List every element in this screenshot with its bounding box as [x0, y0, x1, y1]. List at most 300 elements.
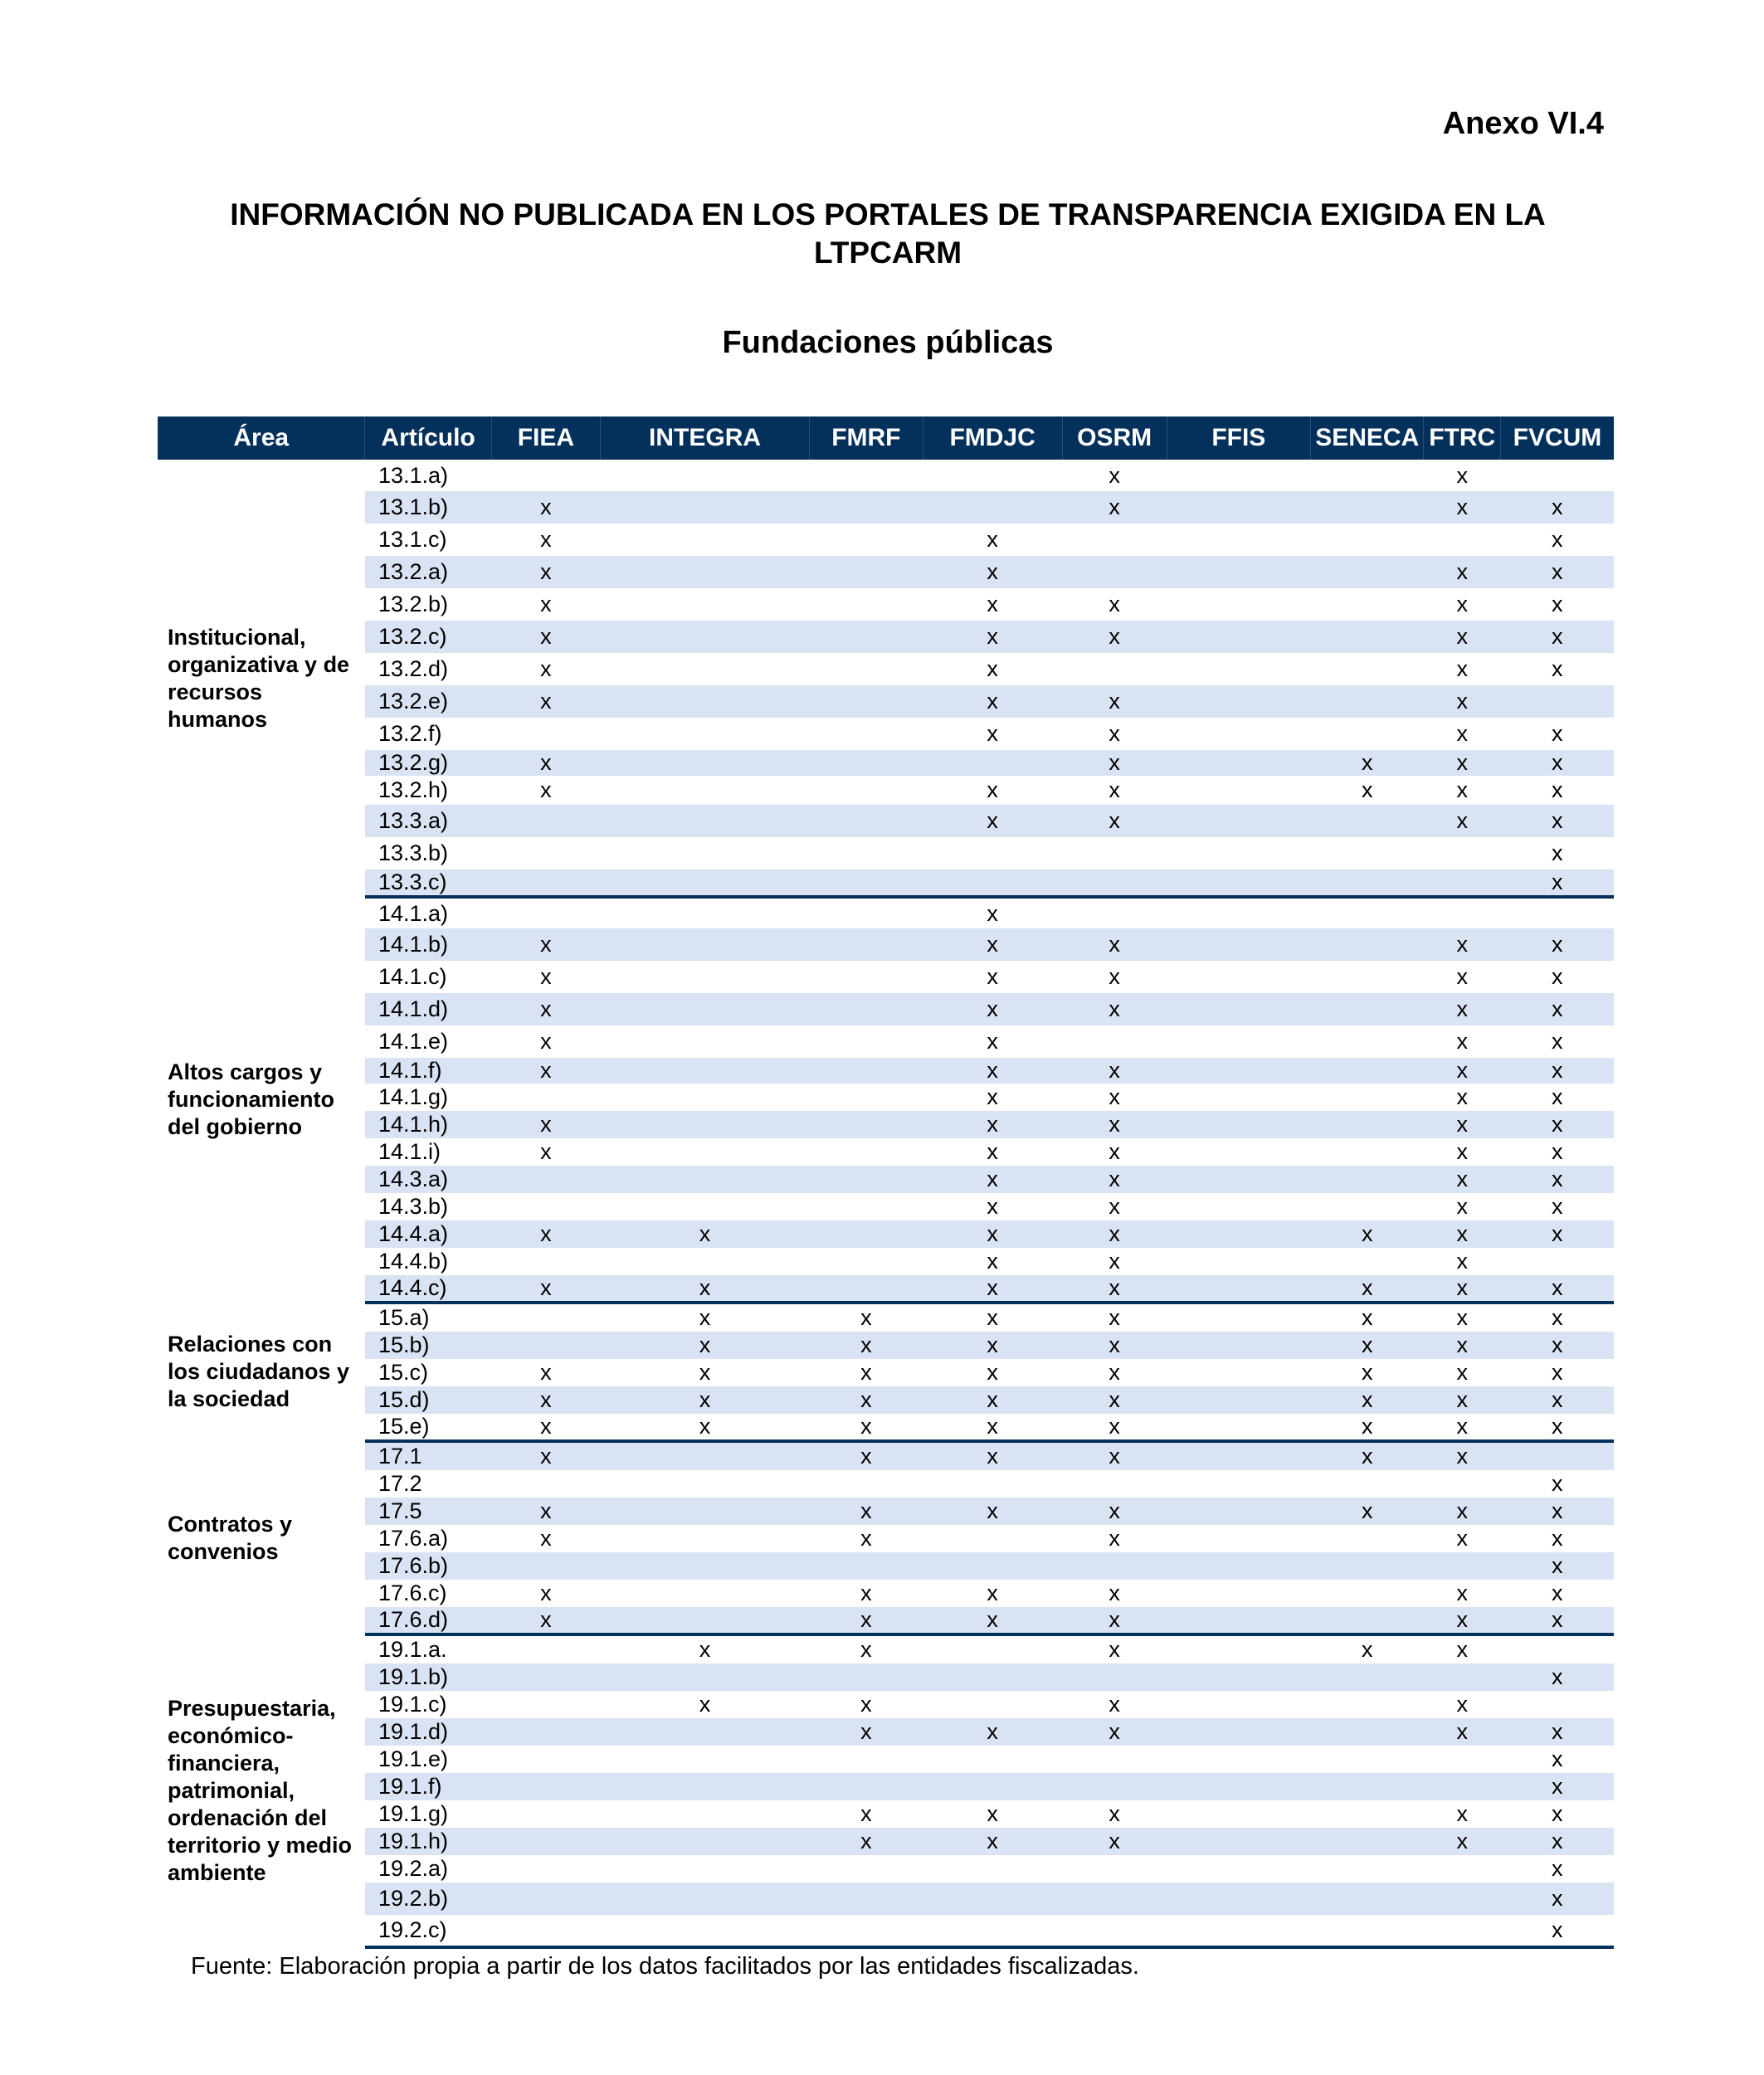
table-row	[158, 1220, 1614, 1248]
mark-cell: x	[601, 1386, 810, 1414]
article-cell: 14.3.a)	[365, 1166, 491, 1193]
mark-cell	[1167, 869, 1310, 897]
mark-cell	[1500, 1691, 1614, 1718]
mark-cell: x	[1551, 592, 1563, 616]
mark-cell	[1310, 460, 1424, 491]
mark-cell	[601, 993, 810, 1025]
mark-cell	[491, 1915, 600, 1947]
mark-cell	[1167, 1058, 1310, 1084]
mark-cell: x	[1500, 1166, 1614, 1193]
mark-cell: x	[1062, 1498, 1167, 1525]
mark-cell: x	[1109, 1139, 1120, 1164]
table-row	[158, 524, 1614, 556]
mark-cell: x	[1500, 1883, 1614, 1915]
mark-cell: x	[987, 1139, 998, 1164]
mark-cell	[601, 1718, 810, 1746]
article-cell: 13.2.f)	[378, 721, 442, 746]
table-row	[158, 1691, 1614, 1718]
mark-cell	[923, 1634, 1062, 1663]
column-header: FMDJC	[923, 416, 1062, 460]
mark-cell: x	[1424, 928, 1500, 961]
mark-cell	[1310, 1525, 1424, 1552]
mark-cell	[810, 1111, 923, 1138]
mark-cell: x	[1456, 1194, 1468, 1219]
mark-cell	[810, 805, 923, 837]
mark-cell: x	[1062, 621, 1167, 653]
table-row	[158, 1248, 1614, 1275]
mark-cell: x	[1109, 1581, 1120, 1605]
table-row	[158, 1498, 1614, 1525]
mark-cell: x	[1551, 656, 1563, 681]
area-label: Contratos y convenios	[158, 1441, 365, 1634]
table-row	[158, 1634, 1614, 1663]
mark-cell: x	[923, 1058, 1062, 1084]
table-row	[158, 1470, 1614, 1498]
mark-cell	[1500, 685, 1614, 718]
mark-cell: x	[810, 1607, 923, 1634]
table-row	[158, 1746, 1614, 1773]
mark-cell	[810, 1138, 923, 1166]
table-row	[158, 869, 1614, 897]
article-cell: 13.3.c)	[365, 869, 491, 897]
mark-cell	[491, 1193, 600, 1220]
mark-cell: x	[1551, 1029, 1563, 1054]
mark-cell	[601, 1111, 810, 1138]
article-cell: 14.1.i)	[378, 1139, 441, 1164]
mark-cell: x	[860, 1637, 872, 1662]
mark-cell	[810, 1058, 923, 1084]
column-header: INTEGRA	[601, 416, 810, 460]
article-cell: 13.2.g)	[365, 750, 491, 776]
mark-cell	[1167, 1025, 1310, 1058]
mark-cell: x	[860, 1305, 872, 1330]
mark-cell: x	[1456, 656, 1468, 681]
column-header: FMRF	[810, 416, 923, 460]
mark-cell: x	[1424, 1441, 1500, 1470]
mark-cell: x	[699, 1360, 711, 1385]
table-row	[158, 1414, 1614, 1441]
mark-cell: x	[987, 1029, 998, 1054]
mark-cell: x	[1456, 1084, 1468, 1109]
mark-cell: x	[1424, 556, 1500, 588]
mark-cell	[810, 556, 923, 588]
mark-cell: x	[1500, 556, 1614, 588]
mark-cell	[601, 1773, 810, 1800]
page-title	[149, 196, 1626, 272]
mark-cell: x	[923, 1111, 1062, 1138]
mark-cell: x	[810, 1441, 923, 1470]
mark-cell	[1167, 993, 1310, 1025]
article-cell: 15.d)	[365, 1386, 491, 1414]
mark-cell: x	[1424, 1607, 1500, 1634]
mark-cell	[1167, 1773, 1310, 1800]
mark-cell	[491, 1303, 600, 1332]
mark-cell: x	[1424, 1220, 1500, 1248]
mark-cell: x	[1500, 1828, 1614, 1855]
mark-cell: x	[1551, 1856, 1563, 1881]
table-row	[158, 1275, 1614, 1303]
mark-cell: x	[1500, 621, 1614, 653]
mark-cell: x	[1500, 1386, 1614, 1414]
column-header: FIEA	[491, 416, 600, 460]
section-subtitle: Fundaciones públicas	[722, 325, 1054, 360]
mark-cell	[1167, 837, 1310, 869]
table-header	[158, 416, 1614, 460]
mark-cell	[810, 460, 923, 491]
mark-cell: x	[923, 1166, 1062, 1193]
mark-cell	[1310, 1773, 1424, 1800]
table-row	[158, 1386, 1614, 1414]
mark-cell: x	[1062, 685, 1167, 718]
table-row	[158, 1084, 1614, 1111]
mark-cell: x	[1424, 1386, 1500, 1414]
mark-cell: x	[1109, 1637, 1120, 1662]
article-cell: 15.a)	[378, 1305, 430, 1330]
mark-cell	[1310, 1883, 1424, 1915]
mark-cell: x	[1456, 1360, 1468, 1385]
article-cell: 14.1.c)	[378, 964, 447, 989]
mark-cell	[1062, 1663, 1167, 1691]
table-row	[158, 1915, 1614, 1947]
table-row	[158, 1552, 1614, 1580]
article-cell: 13.3.b)	[378, 840, 449, 865]
mark-cell: x	[923, 1828, 1062, 1855]
mark-cell: x	[1424, 621, 1500, 653]
mark-cell	[491, 1718, 600, 1746]
mark-cell: x	[1500, 1915, 1614, 1947]
mark-cell	[1167, 1193, 1310, 1220]
mark-cell	[1310, 491, 1424, 524]
mark-cell: x	[1109, 1249, 1120, 1274]
mark-cell	[491, 1470, 600, 1498]
mark-cell: x	[1062, 993, 1167, 1025]
mark-cell: x	[1551, 1360, 1563, 1385]
mark-cell: x	[1551, 527, 1563, 552]
column-header: FFIS	[1167, 416, 1310, 460]
article-cell: 17.6.a)	[378, 1526, 449, 1551]
mark-cell	[1062, 1855, 1167, 1883]
article-cell: 19.1.f)	[365, 1773, 491, 1800]
mark-cell	[923, 750, 1062, 776]
mark-cell: x	[1456, 1801, 1468, 1826]
mark-cell: x	[1109, 592, 1120, 616]
mark-cell	[1310, 1800, 1424, 1828]
mark-cell	[601, 1746, 810, 1773]
mark-cell	[1310, 1607, 1424, 1634]
mark-cell	[1167, 460, 1310, 491]
mark-cell: x	[1062, 1441, 1167, 1470]
column-header: FVCUM	[1500, 416, 1614, 460]
mark-cell: x	[1500, 805, 1614, 837]
mark-cell: x	[1500, 1663, 1614, 1691]
mark-cell: x	[601, 1332, 810, 1359]
mark-cell: x	[1551, 1526, 1563, 1551]
mark-cell: x	[923, 1220, 1062, 1248]
column-header: SENECA	[1310, 416, 1424, 460]
mark-cell: x	[1551, 1746, 1563, 1771]
article-cell: 15.b)	[365, 1332, 491, 1359]
mark-cell	[601, 1915, 810, 1947]
article-cell: 19.1.h)	[365, 1828, 491, 1855]
mark-cell	[810, 1855, 923, 1883]
mark-cell	[1310, 1718, 1424, 1746]
table-row	[158, 961, 1614, 993]
mark-cell: x	[1109, 1084, 1120, 1109]
article-cell: 15.e)	[365, 1414, 491, 1441]
table-row	[158, 653, 1614, 685]
mark-cell: x	[860, 1581, 872, 1605]
mark-cell	[1310, 1111, 1424, 1138]
mark-cell: x	[810, 1718, 923, 1746]
mark-cell: x	[1456, 1029, 1468, 1054]
mark-cell: x	[1062, 1607, 1167, 1634]
mark-cell	[810, 1084, 923, 1111]
mark-cell	[1062, 837, 1167, 869]
mark-cell	[810, 1025, 923, 1058]
mark-cell: x	[987, 721, 998, 746]
mark-cell	[923, 491, 1062, 524]
mark-cell: x	[1361, 777, 1373, 802]
mark-cell: x	[1062, 1220, 1167, 1248]
mark-cell	[810, 869, 923, 897]
mark-cell	[1062, 556, 1167, 588]
mark-cell	[810, 961, 923, 993]
mark-cell: x	[1456, 1526, 1468, 1551]
mark-cell: x	[1500, 928, 1614, 961]
mark-cell	[1310, 588, 1424, 621]
mark-cell	[1424, 1552, 1500, 1580]
mark-cell	[1062, 1552, 1167, 1580]
mark-cell	[810, 685, 923, 718]
mark-cell	[1167, 897, 1310, 928]
table-row	[158, 993, 1614, 1025]
mark-cell	[601, 897, 810, 928]
mark-cell: x	[1109, 964, 1120, 989]
article-cell: 14.1.f)	[365, 1058, 491, 1084]
article-cell: 14.1.g)	[378, 1084, 449, 1109]
mark-cell	[1167, 1248, 1310, 1275]
mark-cell: x	[923, 1498, 1062, 1525]
table-row	[158, 1111, 1614, 1138]
mark-cell	[491, 1552, 600, 1580]
mark-cell: x	[1361, 1637, 1373, 1662]
mark-cell: x	[540, 656, 552, 681]
table-row	[158, 556, 1614, 588]
mark-cell: x	[1500, 1773, 1614, 1800]
mark-cell	[601, 776, 810, 805]
mark-cell	[923, 1773, 1062, 1800]
article-cell: 19.1.e)	[378, 1746, 449, 1771]
mark-cell	[1424, 1883, 1500, 1915]
mark-cell	[810, 621, 923, 653]
table-row	[158, 1718, 1614, 1746]
mark-cell	[491, 1332, 600, 1359]
mark-cell	[810, 491, 923, 524]
article-cell: 17.6.b)	[365, 1552, 491, 1580]
mark-cell: x	[987, 592, 998, 616]
mark-cell	[1310, 805, 1424, 837]
article-cell: 19.1.c)	[378, 1692, 447, 1717]
mark-cell	[810, 1915, 923, 1947]
table-row	[158, 1580, 1614, 1607]
mark-cell	[1167, 524, 1310, 556]
mark-cell: x	[1424, 1111, 1500, 1138]
table-row	[158, 1855, 1614, 1883]
mark-cell: x	[923, 1441, 1062, 1470]
mark-cell: x	[987, 900, 998, 926]
mark-cell	[1167, 928, 1310, 961]
article-cell: 14.1.b)	[365, 928, 491, 961]
mark-cell	[601, 718, 810, 750]
mark-cell	[1167, 1275, 1310, 1303]
article-cell: 13.2.c)	[365, 621, 491, 653]
mark-cell: x	[1551, 964, 1563, 989]
mark-cell	[491, 1746, 600, 1773]
mark-cell: x	[540, 1526, 552, 1551]
mark-cell	[601, 1828, 810, 1855]
mark-cell: x	[987, 1581, 998, 1605]
mark-cell	[810, 750, 923, 776]
mark-cell	[601, 928, 810, 961]
mark-cell	[491, 1663, 600, 1691]
table-row	[158, 805, 1614, 837]
mark-cell	[491, 1883, 600, 1915]
mark-cell	[1167, 1855, 1310, 1883]
mark-cell: x	[1551, 1801, 1563, 1826]
mark-cell: x	[491, 1386, 600, 1414]
mark-cell	[1167, 1359, 1310, 1386]
mark-cell: x	[1310, 1498, 1424, 1525]
article-cell: 13.2.d)	[378, 656, 449, 681]
mark-cell	[1167, 1084, 1310, 1111]
mark-cell	[491, 1248, 600, 1275]
mark-cell	[1062, 1025, 1167, 1058]
mark-cell	[1167, 685, 1310, 718]
mark-cell: x	[1062, 1111, 1167, 1138]
mark-cell: x	[987, 1360, 998, 1385]
table-row	[158, 718, 1614, 750]
mark-cell: x	[1500, 993, 1614, 1025]
mark-cell	[1424, 1915, 1500, 1947]
mark-cell	[1424, 1773, 1500, 1800]
mark-cell: x	[1310, 1220, 1424, 1248]
mark-cell: x	[860, 1360, 872, 1385]
mark-cell	[810, 1166, 923, 1193]
mark-cell	[810, 1663, 923, 1691]
mark-cell: x	[923, 1414, 1062, 1441]
mark-cell	[810, 1275, 923, 1303]
table-row	[158, 1166, 1614, 1193]
mark-cell: x	[1424, 1414, 1500, 1441]
table-row	[158, 776, 1614, 805]
mark-cell: x	[923, 1275, 1062, 1303]
mark-cell	[1424, 1855, 1500, 1883]
table-row	[158, 1663, 1614, 1691]
mark-cell: x	[987, 527, 998, 552]
mark-cell: x	[1456, 1692, 1468, 1717]
mark-cell	[1062, 653, 1167, 685]
mark-cell: x	[540, 592, 552, 616]
mark-cell	[601, 1552, 810, 1580]
mark-cell: x	[491, 491, 600, 524]
table-row	[158, 928, 1614, 961]
mark-cell	[601, 524, 810, 556]
mark-cell: x	[1424, 491, 1500, 524]
mark-cell: x	[923, 993, 1062, 1025]
mark-cell	[923, 837, 1062, 869]
mark-cell: x	[1424, 1058, 1500, 1084]
mark-cell: x	[540, 964, 552, 989]
mark-cell	[923, 1663, 1062, 1691]
article-cell: 13.2.h)	[378, 777, 449, 802]
mark-cell: x	[1456, 1139, 1468, 1164]
mark-cell	[1310, 837, 1424, 869]
mark-cell: x	[540, 777, 552, 802]
mark-cell	[1310, 993, 1424, 1025]
mark-cell	[923, 1915, 1062, 1947]
article-cell: 17.5	[365, 1498, 491, 1525]
article-cell: 13.2.b)	[378, 592, 449, 616]
mark-cell: x	[540, 1029, 552, 1054]
mark-cell	[1062, 1915, 1167, 1947]
mark-cell: x	[1500, 1498, 1614, 1525]
article-cell: 14.1.d)	[365, 993, 491, 1025]
mark-cell	[923, 869, 1062, 897]
mark-cell	[601, 1166, 810, 1193]
mark-cell: x	[923, 621, 1062, 653]
mark-cell	[810, 588, 923, 621]
mark-cell: x	[1310, 1332, 1424, 1359]
table-row	[158, 1303, 1614, 1332]
mark-cell	[1167, 653, 1310, 685]
mark-cell	[1167, 1441, 1310, 1470]
mark-cell	[491, 718, 600, 750]
mark-cell	[1310, 1828, 1424, 1855]
mark-cell: x	[1551, 1139, 1563, 1164]
table-row	[158, 1883, 1614, 1915]
mark-cell: x	[1109, 1692, 1120, 1717]
mark-cell	[1310, 1470, 1424, 1498]
article-cell: 19.2.c)	[365, 1915, 491, 1947]
mark-cell	[601, 750, 810, 776]
article-cell: 13.1.c)	[378, 527, 447, 552]
mark-cell	[1424, 1746, 1500, 1773]
mark-cell: x	[1551, 1305, 1563, 1330]
mark-cell: x	[1551, 1581, 1563, 1605]
mark-cell	[810, 1470, 923, 1498]
mark-cell	[923, 1525, 1062, 1552]
mark-cell	[1424, 837, 1500, 869]
mark-cell	[1310, 1915, 1424, 1947]
mark-cell: x	[1456, 592, 1468, 616]
mark-cell	[491, 897, 600, 928]
mark-cell	[601, 588, 810, 621]
mark-cell	[1310, 1552, 1424, 1580]
mark-cell	[1167, 1138, 1310, 1166]
mark-cell: x	[1456, 1581, 1468, 1605]
mark-cell: x	[1500, 1220, 1614, 1248]
mark-cell	[1167, 556, 1310, 588]
mark-cell	[491, 1166, 600, 1193]
mark-cell	[1310, 524, 1424, 556]
mark-cell	[923, 1855, 1062, 1883]
mark-cell: x	[1109, 1360, 1120, 1385]
mark-cell: x	[810, 1828, 923, 1855]
source-note: Fuente: Elaboración propia a partir de los datos facilitados por las entidades fiscalizadas.	[191, 1953, 1139, 1980]
mark-cell: x	[699, 1637, 711, 1662]
mark-cell	[810, 1773, 923, 1800]
mark-cell: x	[810, 1386, 923, 1414]
